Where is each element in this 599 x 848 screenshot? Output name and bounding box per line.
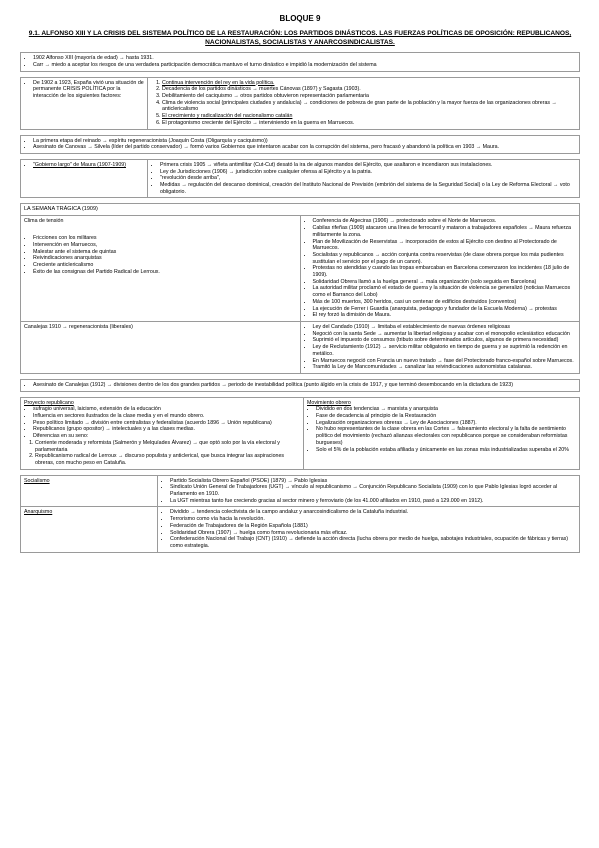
- list-item: 5. El crecimiento y radicalización del nacionalismo catalán: [162, 113, 576, 120]
- list-item: • Protestas no atendidas y cuando las tropas embarcaban en Barcelona comenzaron los incidentes (18 julio de 1909).: [313, 265, 577, 278]
- maura-title: • "Gobierno largo" de Maura (1907-1909): [33, 162, 144, 169]
- list-item: • En Marruecos negoció con Francia un nuevo tratado → fase del Protectorado franco-español sobre Marruecos.: [313, 358, 577, 365]
- crisis-description: • De 1902 a 1923, España vivió una situación de permanente CRISIS POLÍTICA por la interacción de los siguientes factores:: [33, 80, 144, 100]
- list-item: • Cabilas rifeñas (1909) atacaron una línea de ferrocarril y mataron a trabajadores españoles → Maura refuerza militarmente la zona.: [313, 225, 577, 238]
- semana-tragica-table: [20, 203, 580, 373]
- list-item: • Legalización organizaciones obreras → Ley de Asociaciones (1887).: [316, 420, 576, 427]
- list-item: • Dividido en dos tendencias → marxista y anarquista: [316, 406, 576, 413]
- list-item: • La primera etapa del reinado → espíritu regeneracionista (Joaquín Costa (Oligarquía y caciquismo)): [33, 138, 576, 145]
- obrero-list: [307, 406, 576, 453]
- list-item: • Solidaridad Obrera llamó a la huelga general → mala organización (solo seguida en Barcelona): [313, 279, 577, 286]
- list-item: • La autoridad militar proclamó el estado de guerra y la situación de violencia se generalizó (noticias Marruecos como el Barranco del Lobo): [313, 285, 577, 298]
- intro-list: [24, 55, 576, 68]
- list-item: • Más de 100 muertos, 300 heridos, casi un centenar de edificios destruidos (conventos): [313, 299, 577, 306]
- list-item: • "revolución desde arriba",: [160, 175, 576, 182]
- asesinato-table: [20, 379, 580, 392]
- canalejas-list: [304, 324, 577, 371]
- list-item: • Primera crisis 1905 → viñeta antimilitar (Cut-Cut) desató la ira de algunos mandos del Ejército, que asaltaron e incendiaron sus instalaciones.: [160, 162, 576, 169]
- list-item: • No hubo representantes de la clase obrera en las Cortes → falseamiento electoral y la falta de sentimiento político del movimiento (rechazó alianzas electorales con republicanos porque se consideraban reformistas burgueses): [316, 426, 576, 446]
- maura-list: [151, 162, 576, 196]
- list-item: • Ley del Candado (1910) → limitaba el establecimiento de nuevas órdenes religiosas: [313, 324, 577, 331]
- list-item: • La UGT mientras tanto fue creciendo gracias al sector minero y ferroviario (de los 41.000 afiliados en 1910, pasó a 129.000 en 1912).: [170, 498, 576, 505]
- list-item: • Sindicato Unión General de Trabajadores (UGT) → vínculo al republicanismo → Conjunción Republicano Socialista (1909) con lo que Pablo Iglesias logró acceder al Parlamento en 1910.: [170, 484, 576, 497]
- list-item: • Republicanos (grupo opositor) → intelectuales y a las clases medias.: [33, 426, 300, 433]
- list-item: • Plan de Movilización de Reservistas → incorporación de estos al Ejército con destino al Protectorado de Marruecos.: [313, 239, 577, 252]
- list-item: • Peso político limitado → división entre centralistas y federalistas (acuerdo 1896 → Unión republicana): [33, 420, 300, 427]
- intro-table: [20, 52, 580, 71]
- document-page: [20, 14, 580, 553]
- tension-list: [24, 235, 297, 275]
- list-item: • Negoció con la santa Sede → aumentar la libertad religiosa y acabar con el monopolio eclesiástico educación: [313, 331, 577, 338]
- list-item: • Solidaridad Obrera (1907) → huelga como forma revolucionaria más eficaz.: [170, 530, 576, 537]
- block-title: BLOQUE 9: [279, 14, 321, 23]
- list-item: • Partido Socialista Obrero Español (PSOE) (1879) → Pablo Iglesias: [170, 478, 576, 485]
- list-item: • Dividido → tendencia colectivista de la campo andaluz y anarcosindicalismo de la Cataluña industrial.: [170, 509, 576, 516]
- socialismo-list: [161, 478, 576, 505]
- list-item: • Terrorismo como vía hacia la revolución.: [170, 516, 576, 523]
- republicano-sublist: [24, 440, 300, 467]
- list-item: • La ejecución de Ferrer i Guardia (anarquista, pedagogo y fundador de la Escuela Moderna) → protestas: [313, 306, 577, 313]
- list-item: • Fase de decadencia al principio de la Restauración: [316, 413, 576, 420]
- list-item: 4. Clima de violencia social (principales ciudades y andalucía) → condiciones de pobreza de gran parte de la población y la mayor fuerza de las organizaciones obreras → anticlericalismo: [162, 100, 576, 113]
- list-item: • Carr → miedo a aceptar los riesgos de una verdadera participación democrática mantuvo el turno dinástico e impidió la modernización del sistema: [33, 62, 576, 69]
- list-item: 1. Corriente moderada y reformista (Salmerón y Melquíades Álvarez) → que optó solo por la vía electoral y parlamentaria: [35, 440, 300, 453]
- anarquismo-list: [161, 509, 576, 549]
- list-item: • Ley de Reclutamiento (1912) → servicio militar obligatorio en tiempo de guerra y se suprimió la redención en metálico.: [313, 344, 577, 357]
- list-item: • Conferencia de Algeciras (1906) → protectorado sobre el Norte de Marruecos.: [313, 218, 577, 225]
- tension-title: Clima de tensión: [24, 218, 64, 225]
- crisis-table: [20, 77, 580, 130]
- socialismo-title: Socialismo: [21, 475, 158, 507]
- reign-list: [24, 138, 576, 151]
- semana-list: [304, 218, 577, 319]
- list-item: • 1902 Alfonso XIII (mayoría de edad) → hasta 1931.: [33, 55, 576, 62]
- crisis-factors: [151, 80, 576, 127]
- republicano-list: [24, 406, 300, 440]
- list-item: • Influencia en sectores ilustrados de la clase media y en el mundo obrero.: [33, 413, 300, 420]
- list-item: • Creciente anticlericalismo: [33, 262, 297, 269]
- list-item: • Éxito de las consignas del Partido Radical de Lerroux.: [33, 269, 297, 276]
- list-item: 2. Republicanismo radical de Lerroux → discurso populista y anticlerical, que busca integrar las aspiraciones obreras, con mucho peso en Cataluña.: [35, 453, 300, 466]
- maura-table: [20, 159, 580, 199]
- list-item: 2. Decadencia de los partidos dinásticos → muertes Cánovas (1897) y Sagasta (1903).: [162, 86, 576, 93]
- list-item: • Asesinato de Canovas → Silvela (líder del partido conservador) → formó varios Gobiernos que intentaron acabar con la corrupción del sistema, pero fracasó y abandonó la política en 1903 → Maura.: [33, 144, 576, 151]
- asesinato-text: • Asesinato de Canalejas (1912) → divisiones dentro de los dos grandes partidos → periodo de inestabilidad política (punto álgido en la crisis de 1917, y que terminó desembocando en la dictadura de 1923): [33, 382, 576, 389]
- list-item: • Suprimió el impuesto de consumos (tributo sobre determinados artículos, algunos de primera necesidad): [313, 337, 577, 344]
- list-item: • Intervención en Marruecos,: [33, 242, 297, 249]
- obrero-title: Movimiento obrero: [307, 399, 351, 406]
- list-item: • Socialistas y republicanos → acción conjunta contra reservistas (de clase obrera porque los más pudientes sustituían el servicio por el pago de un canon).: [313, 252, 577, 265]
- list-item: • Confederación Nacional del Trabajo (CNT) (1910) → defiende la acción directa (lucha obrera por medio de huelga, sabotajes industriales, ocupación de fábricas y tierras) como estrategia.: [170, 536, 576, 549]
- list-item: • Solo el 5% de la población estaba afiliada y únicamente en las zonas más industrializadas superaba el 20%: [316, 447, 576, 454]
- list-item: • Diferencias en su seno:: [33, 433, 300, 440]
- list-item: • Medidas → regulación del descanso dominical, creación del Instituto Nacional de Previsión (embrión del sistema de la Seguridad Social) o la Ley de Reforma Electoral → voto obligatorio.: [160, 182, 576, 195]
- list-item: 1. Continua intervención del rey en la vida política.: [162, 80, 576, 87]
- list-item: • Federación de Trabajadores de la Región Española (1881): [170, 523, 576, 530]
- opposition-table: [20, 397, 580, 470]
- section-heading: 9.1. ALFONSO XIII Y LA CRISIS DEL SISTEMA POLÍTICO DE LA RESTAURACIÓN: LOS PARTIDOS DINÁSTICOS. LAS FUERZAS POLÍTICAS DE OPOSICIÓN: REPUBLICANOS, NACIONALISTAS, SOCIALISTAS Y ANARCOSINDICALISTAS.: [28, 30, 572, 46]
- canalejas-title: Canalejas 1910 → regeneracionista (liberales): [21, 321, 301, 373]
- list-item: 3. Debilitamiento del caciquismo → otros partidos obtuvieron representación parlamentaria: [162, 93, 576, 100]
- list-item: • Fricciones con los militares: [33, 235, 297, 242]
- semana-title: LA SEMANA TRÁGICA (1909): [21, 204, 580, 216]
- list-item: 6. El protagonismo creciente del Ejército → interviniendo en la guerra en Marruecos.: [162, 120, 576, 127]
- list-item: • sufragio universal, laicismo, extensión de la educación: [33, 406, 300, 413]
- list-item: • Tramitó la Ley de Mancomunidades → canalizar las reivindicaciones autonomistas catalanas.: [313, 364, 577, 371]
- reign-table: [20, 135, 580, 154]
- anarquismo-title: Anarquismo: [21, 507, 158, 552]
- list-item: • Malestar ante el sistema de quintas: [33, 249, 297, 256]
- republicano-title: Proyecto republicano: [24, 399, 74, 406]
- list-item: • Reivindicaciones anarquistas: [33, 255, 297, 262]
- list-item: • El rey forzó la dimisión de Maura.: [313, 312, 577, 319]
- movements-table: [20, 475, 580, 553]
- list-item: • Ley de Jurisdicciones (1906) → jurisdicción sobre cualquier ofensa al Ejército y a la patria.: [160, 169, 576, 176]
